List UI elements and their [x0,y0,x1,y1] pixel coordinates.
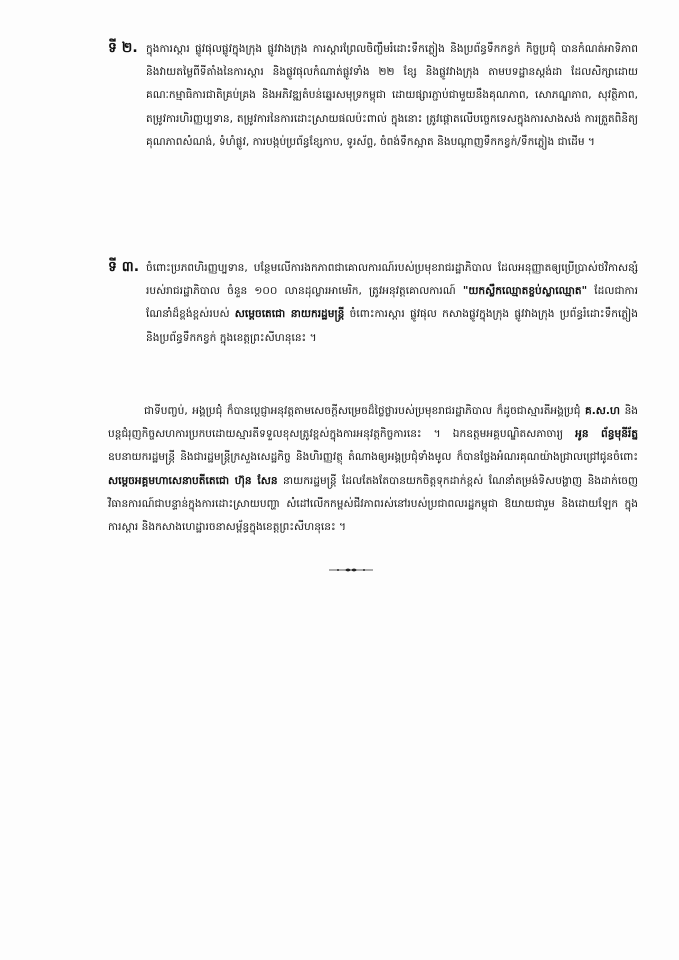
emphasis-title: សម្តេចតេជោ នាយករដ្ឋមន្ត្រី [234,308,345,321]
item-text-part: ចំពោះប្រភពហិរញ្ញប្បទាន, បន្ថែមលើការងកភាពជាគោលការណ៍របស់ប្រមុខរាជរដ្ឋាភិបាល ដែលអនុញ្ញាតឲ្យប្រើប្រាស់ថវិកាសន្សំរបស់រាជរដ្ឋាភិបាល ចំនួន ១០០ លានដុល្លារអាមេរិក, ត្រូវអនុវត្តគោលការណ៍ [146,262,638,298]
paragraph-text-part: និងបន្តជំរុញកិច្ចសហការប្រកបដោយស្មារតីទទួលខុសត្រូវខ្ពស់ក្នុងការអនុវត្តកិច្ចការនេះ ។ ឯកឧត្តមអគ្គបណ្ឌិតសភាចារ្យ [108,405,639,441]
item-2 [108,38,638,228]
emphasis-acronym: គ.ស.ហ [585,405,620,417]
closing-paragraph [108,400,638,539]
emphasis-quote: "យកស្លឹកឈ្មោតខ្ចប់ស្លាឈ្មោត" [462,285,588,298]
paragraph-text-part: នាយករដ្ឋមន្ត្រី ដែលតែងតែបានយកចិត្តទុកដាក់ខ្ពស់ ណែនាំតម្រង់ទិសបង្ហាញ និងដាក់ចេញវិធានការណ៍ជាបន្ទាន់ក្នុងការដោះស្រាយបញ្ហា សំដៅលើកកម្ពស់ជីវភាពរស់នៅរបស់ប្រជាពលរដ្ឋកម្ពុជា ឱយាយជារួម និងដោយឡែក ក្នុងការស្តារ និងកសាងហេដ្ឋារចនាសម្ព័ន្ធក្នុងខេត្តព្រះសីហនុនេះ ។ [108,474,639,534]
item-number: ទី ៣. [108,259,140,275]
item-text: ក្នុងការស្តារ ផ្លូវផុលផ្លូវក្នុងក្រុង ផ្លូវវាងក្រុង ការស្តារព្រែលចិញ្ចឹមរំដោះទឹកភ្លៀង និងប្រព័ន្ធទឹកកខ្វក់ កិច្ចប្រជុំ បានកំណត់អាទិភាព និងវាយតម្លៃពីទីតាំងនៃការស្តារ និងផ្លូវផុលកំណាត់ផ្លូវទាំង ២២ ខ្សែ និងផ្លូវវាងក្រុង តាមបទដ្ឋានស្តង់ដា ដែលសិក្សាដោយគណៈកម្មាធិការជាតិគ្រប់គ្រង និងអភិវឌ្ឍតំបន់ឆ្នេរសមុទ្រកម្ពុជា ដោយផ្សារភ្ជាប់ជាមួយនឹងគុណភាព, សោភណ្ឌភាព, សុវត្ថិភាព, តម្រូវការហិរញ្ញប្បទាន, តម្រូវការនៃការដោះស្រាយផលប៉ះពាល់ ក្នុងនោះ ត្រូវផ្តោតលើបច្ចេកទេសក្នុងការសាងសង់ ការត្រួតពិនិត្យគុណភាពសំណង់, ទំហំផ្លូវ, ការបង្កប់ប្រព័ន្ធខ្សែកាប, ទូរស័ព្ទ, ចំពង់ទឹកស្អាត និងបណ្តាញទឹកកខ្វក់/ទឹកភ្លៀង ជាដើម ។ [146,43,638,148]
ornament-divider [328,566,374,574]
item-3 [108,257,638,382]
item-text [146,257,638,350]
emphasis-name: អូន ព័ន្ធមុនីរ័ត្ន [575,428,639,441]
emphasis-name: សម្តេចអគ្គមហាសេនាបតីតេជោ ហ៊ុន សែន [108,474,278,487]
item-number: ទី ២. [108,40,138,56]
paragraph-text-part: ជាទីបញ្ចប់, អង្គប្រជុំ ក៏បានប្តេជ្ញាអនុវត្តតាមសេចក្តីសម្រេចដ៏ថ្លៃថ្លារបស់ប្រមុខរាជរដ្ឋាភិបាល ក៏ដូចជាស្មារតីអង្គប្រជុំ [144,405,581,417]
item-text-part: ចំពោះការស្តារ ផ្លូវផុល កសាងផ្លូវក្នុងក្រុង ផ្លូវវាងក្រុង ប្រព័ន្ធរំដោះទឹកភ្លៀង និងប្រព័ន្ធទឹកកខ្វក់ ក្នុងខេត្តព្រះសីហនុនេះ ។ [146,308,638,344]
item-text-part: ដែលជាការណែនាំដ៏ខ្ពង់ខ្ពស់របស់ [146,285,638,321]
paragraph-text-part: ឧបនាយករដ្ឋមន្ត្រី និងជារដ្ឋមន្ត្រីក្រសួងសេដ្ឋកិច្ច និងហិរញ្ញវត្ថុ តំណាងឲ្យអង្គប្រជុំទាំងមូល ក៏បានថ្លែងអំណរគុណយ៉ាងជ្រាលជ្រៅជូនចំពោះ [108,451,638,464]
